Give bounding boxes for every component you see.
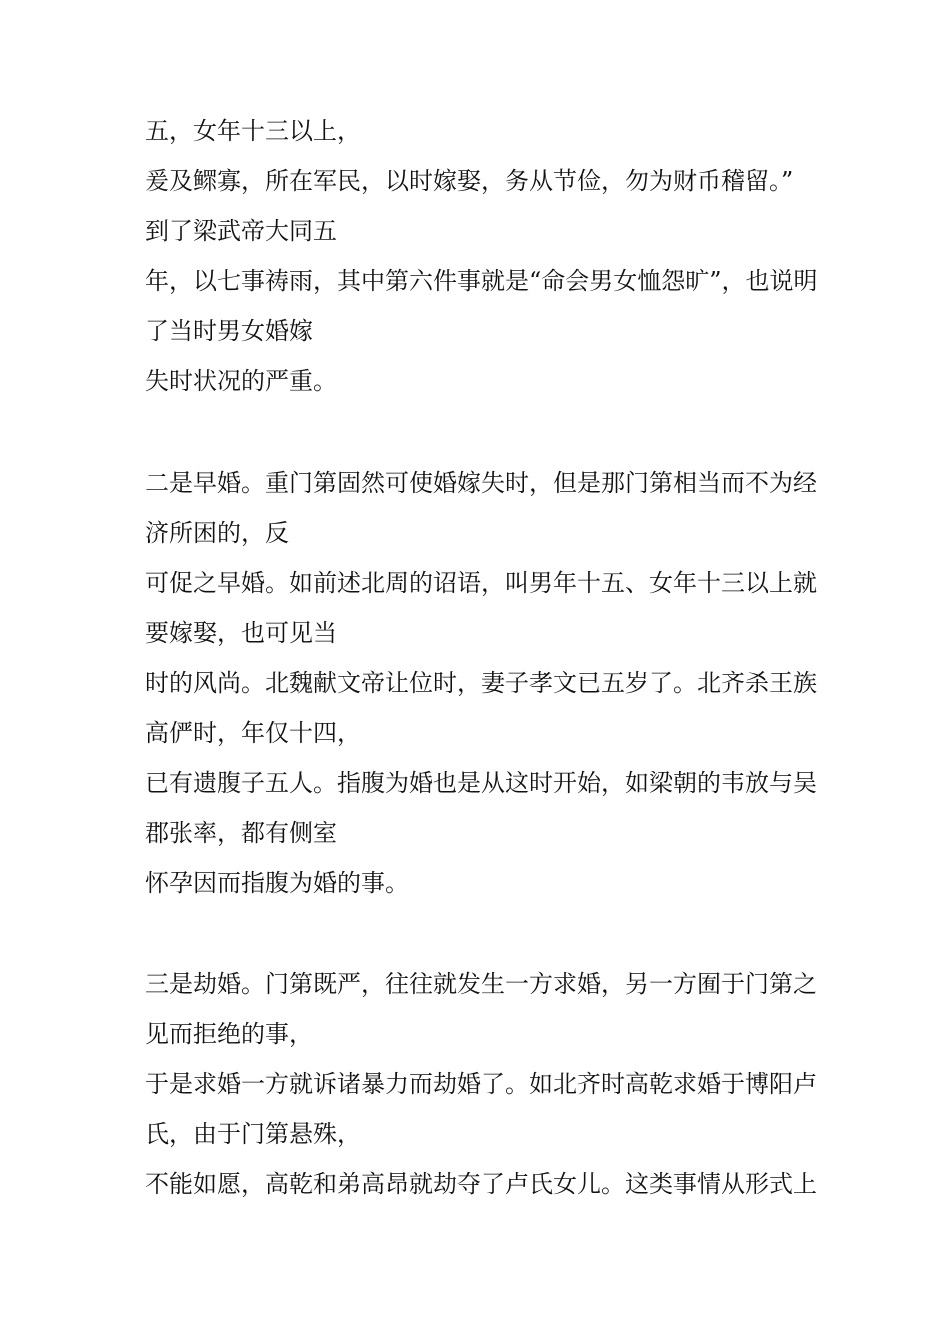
text-line: 二是早婚。重门第固然可使婚嫁失时，但是那门第相当而不为经 [145, 469, 817, 497]
text-line: 可促之早婚。如前述北周的诏语，叫男年十五、女年十三以上就 [145, 569, 817, 597]
text-line: 了当时男女婚嫁 [145, 317, 313, 345]
text-line: 济所困的，反 [145, 519, 289, 547]
text-line: 三是劫婚。门第既严，往往就发生一方求婚，另一方囿于门第之 [145, 970, 817, 998]
text-line: 到了梁武帝大同五 [145, 217, 337, 245]
text-line: 高俨时，年仅十四， [145, 719, 361, 747]
text-line: 失时状况的严重。 [145, 367, 337, 395]
text-line: 五，女年十三以上， [145, 117, 361, 145]
text-line: 于是求婚一方就诉诸暴力而劫婚了。如北齐时高乾求婚于博阳卢 [145, 1070, 817, 1098]
text-line: 爰及鳏寡，所在军民，以时嫁娶，务从节俭，勿为财币稽留。” [145, 167, 794, 195]
text-line: 年，以七事祷雨，其中第六件事就是“命会男女恤怨旷”，也说明 [145, 267, 818, 295]
text-line: 已有遗腹子五人。指腹为婚也是从这时开始，如梁朝的韦放与吴 [145, 769, 817, 797]
text-line: 氏，由于门第悬殊， [145, 1120, 361, 1148]
text-line: 怀孕因而指腹为婚的事。 [145, 869, 409, 897]
text-line: 郡张率，都有侧室 [145, 819, 337, 847]
text-line: 要嫁娶，也可见当 [145, 619, 337, 647]
text-line: 时的风尚。北魏献文帝让位时，妻子孝文已五岁了。北齐杀王族 [145, 669, 817, 697]
text-line: 不能如愿，高乾和弟高昂就劫夺了卢氏女儿。这类事情从形式上 [145, 1170, 817, 1198]
text-line: 见而拒绝的事， [145, 1020, 313, 1048]
